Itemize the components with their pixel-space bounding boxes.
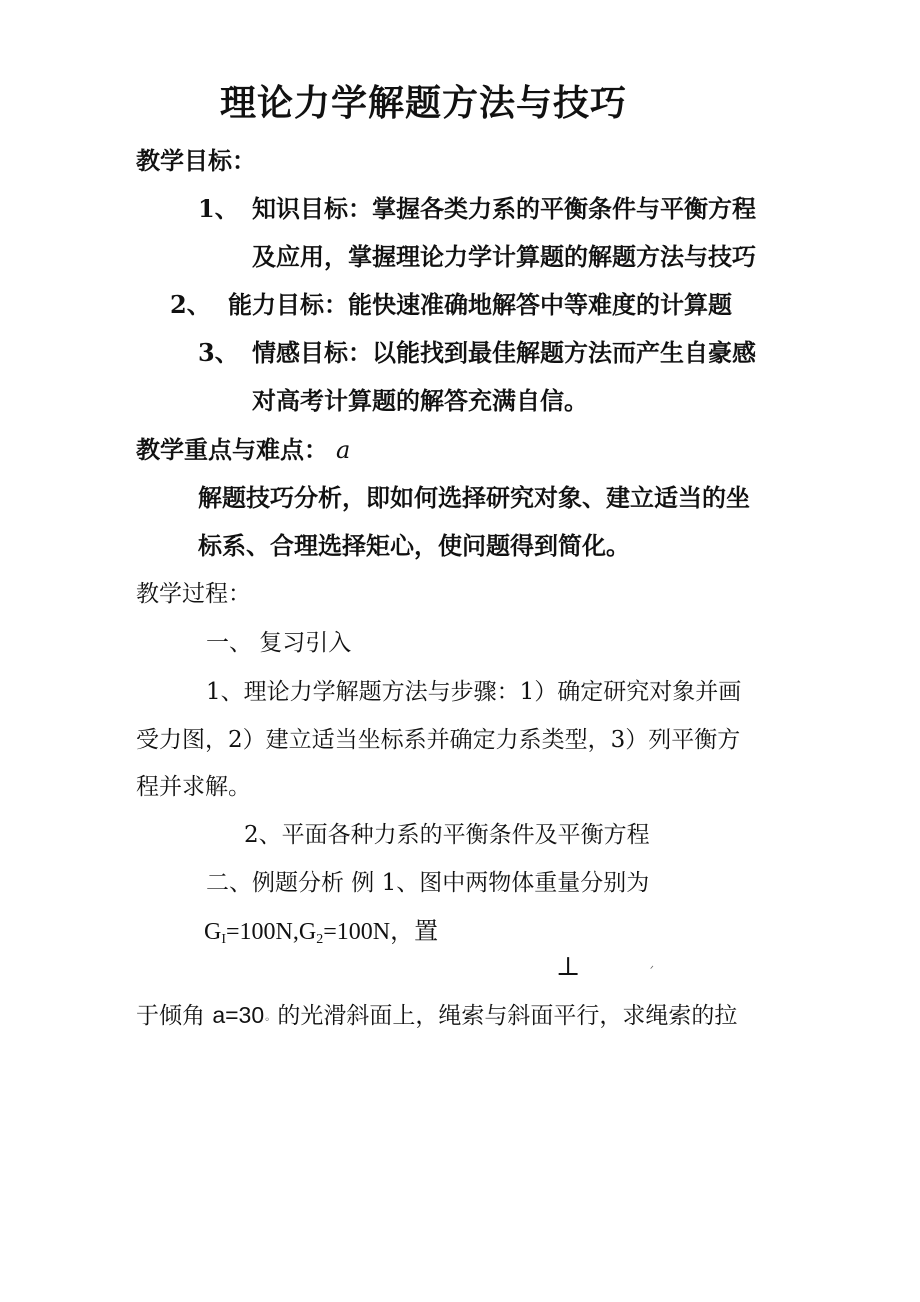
problem-last-line bbox=[136, 1004, 737, 1028]
stray-mark-small: ᐟ bbox=[650, 965, 654, 975]
section-2-heading: 二、例题分析 例 1、图中两物体重量分别为 bbox=[206, 870, 650, 896]
objective-1-number: 1、 bbox=[198, 194, 239, 223]
objective-1-line1: 知识目标：掌握各类力系的平衡条件与平衡方程 bbox=[252, 194, 756, 223]
g2-symbol: G bbox=[298, 919, 317, 945]
objective-1-line2: 及应用，掌握理论力学计算题的解题方法与技巧 bbox=[252, 242, 756, 271]
key-points-line1: 解题技巧分析，即如何选择研究对象、建立适当的坐 bbox=[198, 483, 750, 512]
g1-value: =100N, bbox=[226, 919, 299, 945]
objectives-heading: 教学目标： bbox=[136, 146, 256, 175]
last-line-before: 于倾角 bbox=[136, 1003, 213, 1029]
key-points-heading-text: 教学重点与难点： bbox=[136, 435, 328, 464]
step-1-line3: 程并求解。 bbox=[136, 774, 251, 800]
objective-3-line2: 对高考计算题的解答充满自信。 bbox=[252, 386, 588, 415]
key-points-line2: 标系、合理选择矩心，使问题得到简化。 bbox=[198, 531, 630, 560]
process-heading: 教学过程： bbox=[136, 581, 251, 607]
section-1-heading: 一、 复习引入 bbox=[206, 630, 352, 656]
key-points-heading bbox=[136, 435, 351, 464]
objective-2-line1: 能力目标：能快速准确地解答中等难度的计算题 bbox=[228, 290, 732, 319]
g2-subscript: 2 bbox=[316, 932, 324, 947]
objective-3-line1: 情感目标：以能找到最佳解题方法而产生自豪感 bbox=[252, 338, 756, 367]
alpha-symbol: a bbox=[212, 1002, 226, 1028]
angle-value: =30 bbox=[225, 1002, 265, 1028]
step-1-line2: 受力图，2）建立适当坐标系并确定力系类型，3）列平衡方 bbox=[136, 727, 741, 753]
step-2: 2、平面各种力系的平衡条件及平衡方程 bbox=[244, 822, 650, 848]
stray-mark-perpendicular: ⊥ bbox=[556, 952, 581, 982]
last-line-after: 的光滑斜面上，绳索与斜面平行，求绳索的拉 bbox=[270, 1003, 738, 1029]
objective-3-number: 3、 bbox=[198, 338, 239, 367]
g2-value: =100N，置 bbox=[323, 919, 439, 945]
weights-formula bbox=[204, 919, 439, 947]
degree-mark: ◦ bbox=[264, 1015, 271, 1026]
step-1-line1: 1、理论力学解题方法与步骤：1）确定研究对象并画 bbox=[206, 679, 742, 705]
document-title: 理论力学解题方法与技巧 bbox=[220, 82, 628, 124]
objective-2-number: 2、 bbox=[170, 290, 211, 319]
g1-subscript: I bbox=[221, 932, 227, 947]
key-points-heading-mark: a bbox=[336, 436, 351, 464]
g1-symbol: G bbox=[204, 919, 222, 945]
